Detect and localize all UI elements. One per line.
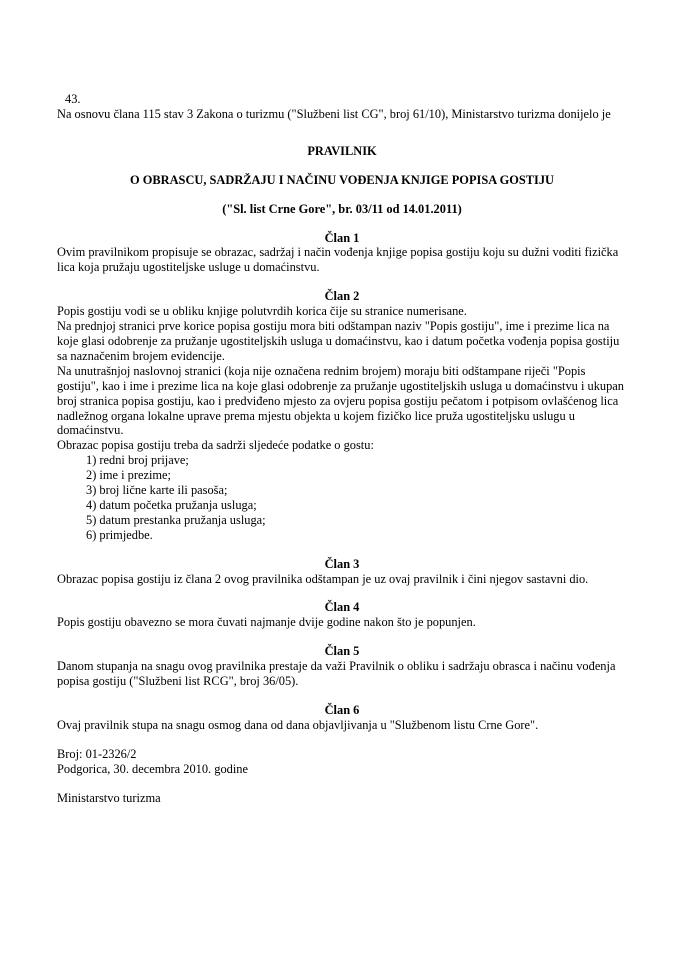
article-6 — [57, 703, 627, 733]
list-item: 2) ime i prezime; — [86, 468, 171, 483]
article-paragraph: Popis gostiju obavezno se mora čuvati najmanje dvije godine nakon što je popunjen. — [57, 615, 476, 630]
article-5 — [57, 644, 627, 689]
document-subtitle: O OBRASCU, SADRŽAJU I NAČINU VOĐENJA KNJIGE POPISA GOSTIJU — [130, 172, 554, 187]
article-heading: Član 1 — [324, 230, 360, 245]
document-page — [57, 92, 627, 806]
article-paragraph: Na prednjoj stranici prve korice popisa gostiju mora biti odštampan naziv "Popis gostiju", ime i prezime lica na koje glasi odobrenje za pružanje ugostiteljskih usluga u domaćinstvu, kao i datum početka vođenja popisa gostiju sa naznačenim brojem evidencije. — [57, 319, 620, 363]
article-paragraph: Obrazac popisa gostiju treba da sadrži sljedeće podatke o gostu: — [57, 438, 374, 453]
article-3 — [57, 557, 627, 587]
article-heading: Član 3 — [324, 556, 360, 571]
document-title: PRAVILNIK — [307, 143, 377, 158]
article-heading: Član 4 — [324, 600, 360, 615]
document-reference-number: Broj: 01-2326/2 — [57, 746, 137, 761]
article-2 — [57, 289, 627, 542]
list-item: 1) redni broj prijave; — [86, 453, 189, 468]
article-paragraph: Danom stupanja na snagu ovog pravilnika prestaje da važi Pravilnik o obliku i sadržaju obrasca i načinu vođenja popisa gostiju ("Službeni list RCG", broj 36/05). — [57, 659, 616, 689]
article-heading: Član 6 — [324, 703, 360, 717]
article-heading: Član 2 — [324, 289, 360, 304]
article-paragraph: Ovim pravilnikom propisuje se obrazac, sadržaj i način vođenja knjige popisa gostiju koju su dužni voditi fizička lica koja pružaju ugostiteljske usluge u domaćinstvu. — [57, 245, 619, 275]
place-and-date: Podgorica, 30. decembra 2010. godine — [57, 761, 248, 776]
list-item: 5) datum prestanka pružanja usluga; — [86, 512, 266, 527]
document-number: 43. — [65, 92, 81, 106]
list-item: 4) datum početka pružanja usluga; — [86, 497, 257, 512]
document-source: ("Sl. list Crne Gore", br. 03/11 od 14.01.2011) — [222, 201, 462, 216]
list-item: 3) broj lične karte ili pasoša; — [86, 483, 228, 498]
list-item: 6) primjedbe. — [86, 527, 153, 542]
article-4 — [57, 600, 627, 630]
article-paragraph: Obrazac popisa gostiju iz člana 2 ovog pravilnika odštampan je uz ovaj pravilnik i čini njegov sastavni dio. — [57, 571, 589, 586]
article-paragraph: Ovaj pravilnik stupa na snagu osmog dana od dana objavljivanja u "Službenom listu Crne Gore". — [57, 717, 539, 732]
article-1 — [57, 231, 627, 276]
article-paragraph: Popis gostiju vodi se u obliku knjige polutvrdih korica čije su stranice numerisane. — [57, 304, 467, 319]
article-heading: Član 5 — [324, 644, 360, 659]
article-paragraph: Na unutrašnjoj naslovnoj stranici (koja nije označena rednim brojem) moraju biti odštampane riječi "Popis gostiju", kao i ime i prezime lica na koje glasi odobrenje za pružanje ugostiteljskih usluga u domaćinstvu i ukupan broj stranica popisa gostiju, kao i predviđeno mjesto za ovjeru popisa gostiju pečatom i potpisom ovlašćenog lica nadležnog organa lokalne uprave prema mjestu objekta u kojem fizičko lice pruža ugostiteljsku uslugu u domaćinstvu. — [57, 363, 624, 438]
intro-paragraph: Na osnovu člana 115 stav 3 Zakona o turizmu ("Službeni list CG", broj 61/10), Ministarstvo turizma donijelo je — [57, 106, 611, 121]
issuer: Ministarstvo turizma — [57, 790, 161, 805]
guest-data-list — [57, 453, 627, 542]
